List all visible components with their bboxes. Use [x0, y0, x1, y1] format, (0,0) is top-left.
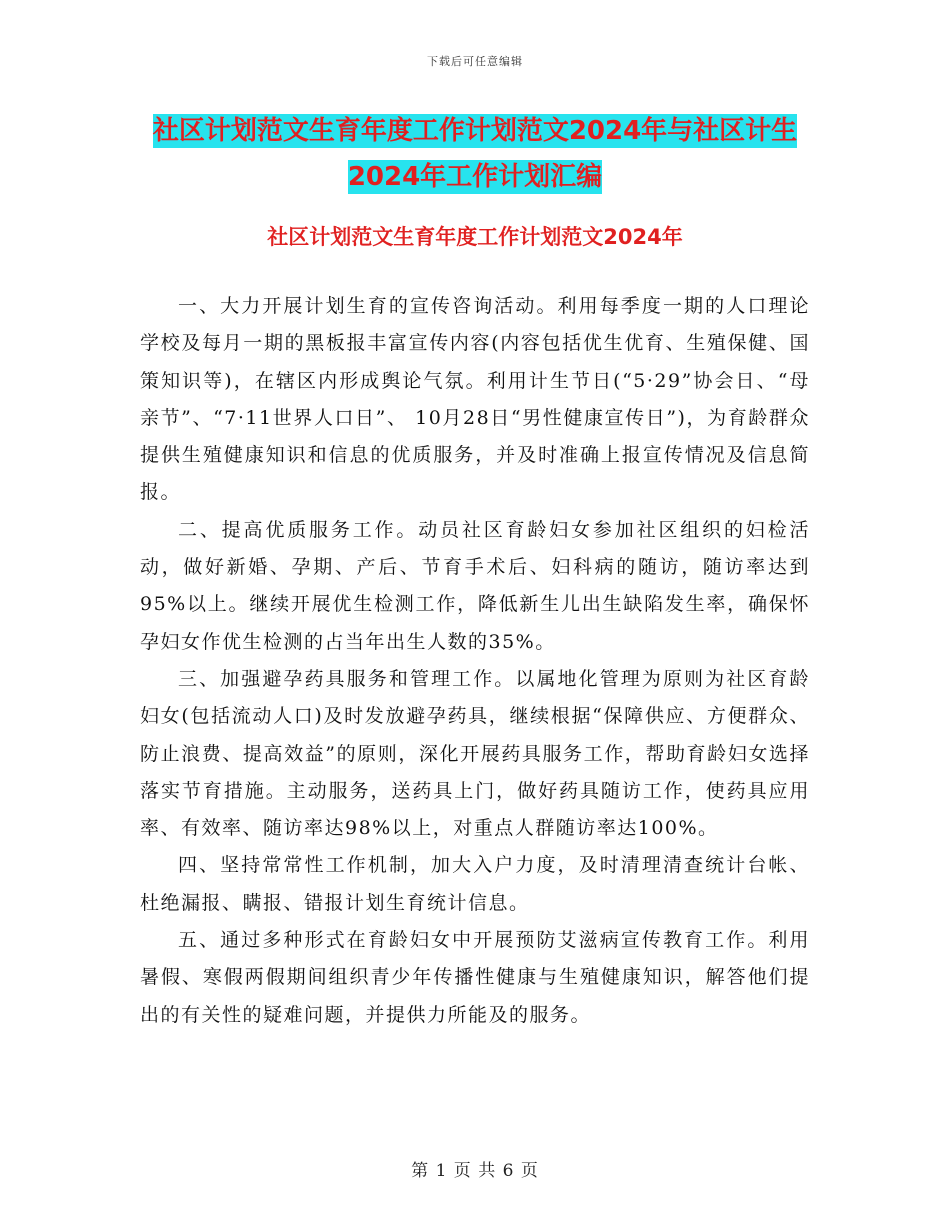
paragraph-2: 二、提高优质服务工作。动员社区育龄妇女参加社区组织的妇检活动，做好新婚、孕期、产后、节育手术后、妇科病的随访，随访率达到95%以上。继续开展优生检测工作，降低新生儿出生缺陷发生率，确保怀孕妇女作优生检测的占当年出生人数的35%。 [140, 518, 810, 653]
paragraph-5: 五、通过多种形式在育龄妇女中开展预防艾滋病宣传教育工作。利用暑假、寒假两假期间组织青少年传播性健康与生殖健康知识，解答他们提出的有关性的疑难问题，并提供力所能及的服务。 [140, 929, 810, 1026]
paragraph-3: 三、加强避孕药具服务和管理工作。以属地化管理为原则为社区育龄妇女(包括流动人口)及时发放避孕药具，继续根据“保障供应、方便群众、防止浪费、提高效益”的原则，深化开展药具服务工作，帮助育龄妇女选择落实节育措施。主动服务，送药具上门，做好药具随访工作，使药具应用率、有效率、随访率达98%以上，对重点人群随访率达100%。 [140, 667, 810, 840]
page-number: 第 1 页 共 6 页 [411, 1161, 539, 1181]
paragraph-1: 一、大力开展计划生育的宣传咨询活动。利用每季度一期的人口理论学校及每月一期的黑板报丰富宣传内容(内容包括优生优育、生殖保健、国策知识等)，在辖区内形成舆论气氛。利用计生节日(“5·29”协会日、“母亲节”、“7·11世界人口日”、 10月28日“男性健康宣传日”)，为育龄群众提供生殖健康知识和信息的优质服务，并及时准确上报宣传情况及信息简报。 [140, 295, 810, 504]
document-title [140, 108, 810, 200]
section-title: 社区计划范文生育年度工作计划范文2024年 [267, 225, 683, 249]
document-title-text: 社区计划范文生育年度工作计划范文2024年与社区计生2024年工作计划汇编 [152, 116, 798, 192]
page-header-note: 下载后可任意编辑 [427, 55, 523, 68]
document-body [140, 288, 810, 1034]
paragraph-4: 四、坚持常常性工作机制，加大入户力度，及时清理清查统计台帐、杜绝漏报、瞒报、错报计划生育统计信息。 [140, 854, 810, 914]
